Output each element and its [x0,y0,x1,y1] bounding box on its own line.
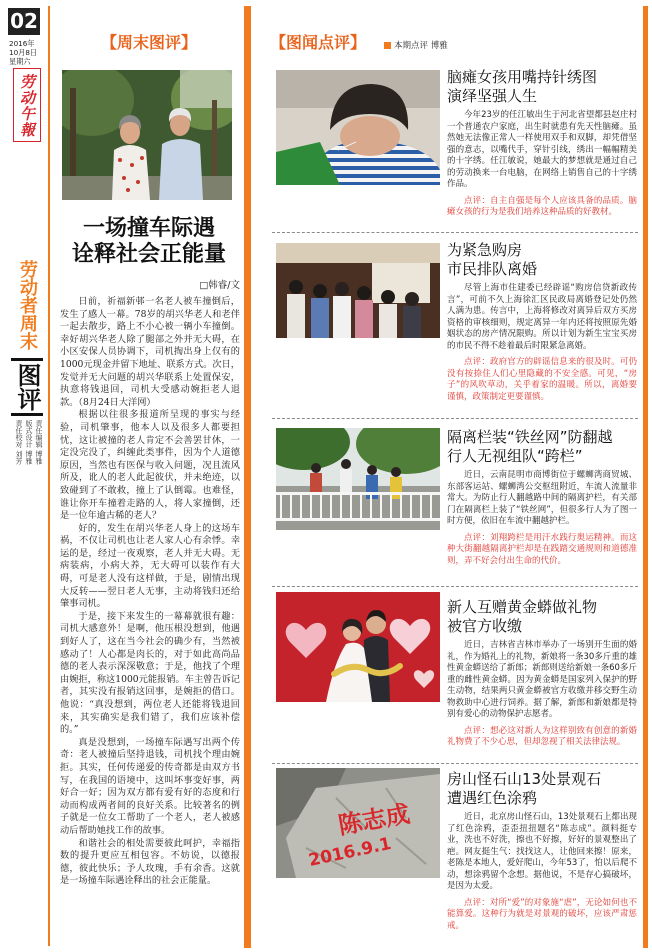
ceiling [276,243,440,263]
dotted-divider [272,418,638,419]
news-title [447,241,637,279]
center-orange-rule [244,6,251,948]
bright-window [372,263,430,303]
divorce-queue-photo [276,243,440,338]
graffiti-date: 2016.9.1 [306,833,394,871]
article-paragraph: 日前，祈福新邨一名老人被车撞倒后，发生了感人一幕。78岁的胡兴华老人和老伴一起去散步，路上不小心被一辆小车撞倒。幸好胡兴华老人除了腿部之外并无大碍，在小区安保人员协调下，司机掏出身上仅有的1000元现金并留下地址、联系方式。次日，发觉并无大问题的胡兴华联系上处置保安，执意将钱退回，司机大受感动婉拒老人退款。（8月24日大洋网） [60,296,240,408]
sky-patch [180,70,232,108]
railing-crossing-photo [276,428,440,530]
news-photo [276,768,440,878]
article-paragraph: 和谐社会的相处需要彼此呵护，幸福指数的提升更应互相包容。不妨说，以德报德，彼此快乐；予人玫瑰，手有余香。这就是一场撞车际遇诠释出的社会正能量。 [60,837,240,887]
face [340,116,400,156]
news-comment: 点评：刘翔跨栏是用汗水践行奥运精神。而这种大街翻越隔离护栏却是在践踏交通规则和道德准则，弄不好会付出生命的代价。 [447,532,637,566]
article-paragraph: 根据以往很多报道所呈现的事实与经验，司机肇事，他本人以及很多人都要担忧，这让被撞的老人肯定不会善罢甘休，一定没完没了，纠缠此类事件，因为个人道德原因，当然也有医保与收入问题，况且流风所及，讹人的老人此起彼伏，并未绝迹，以致碰到了不敢救，撞上了认倒霉。也难怪，谁让你开车撞着走路的人，将人家撞倒，还是一位年逾古稀的老人？ [60,409,240,522]
feature-headline [54,216,244,268]
article-paragraph: 真是没想到，一场撞车际遇写出两个传奇：老人被撞后坚持退钱，司机找个理由婉拒。其实，任何传递爱的传奇都是由双方书写，在我国的语境中，这叫坏事变好事，两好合一好；因为双方都有爱有好的态度和行动而构成两者间的良好关系。比较著名的例子就是一位女工帮助了一个老人，老人被感动后帮助她找工作的故事。 [60,736,240,836]
section-title: 劳动者周末 [17,260,38,350]
subsection-title: 图评 [11,358,43,416]
news-body: 尽管上海市住建委已经辟谣“购房信贷新政传言”，可前不久上海徐汇区民政局离婚登记处仍然人满为患。传言中，上海将修改对离异后双方买房资格的审核细则，规定离异一年内还将按照原先婚姻状态的房产情况限购。所以计划为新生宝宝买房的市民不得不趁着最后时限紧急离婚。 [447,283,637,351]
elderly-couple-photo [62,70,232,200]
article-paragraph: 好的，发生在胡兴华老人身上的这场车祸，不仅让司机也让老人家人心有余悸。幸运的是，经过一夜观察，老人并无大碍。无病装病，小病大养，无大碍可以装作有大碍，可是老人没有这样做，于是，剧情出现大反转——翌日老人无事，主动将钱归还给肇事司机。 [60,522,240,610]
news-title-line: 市民排队离婚 [447,260,538,278]
page-number: 02 [8,8,40,35]
news-body: 近日，吉林省吉林市举办了一场别开生面的婚礼，作为婚礼上的礼物，新娘将一条30多斤重的雄性黄金蟒送给了新郎；新郎则送给新娘一条60多斤重的雌性黄金蟒。因为黄金蟒是国家列入保护的野生动物，结果两只黄金蟒被官方收缴并移交野生动物救助中心进行饲养。据了解，新郎和新娘都是特别有爱心的动物保护志愿者。 [447,640,637,719]
news-title-line: 房山怪石山13处景观石 [447,770,602,788]
news-text [447,241,637,403]
dotted-divider [272,232,638,233]
news-title [447,68,637,106]
article-paragraph: 于是，接下来发生的一幕幕就很有趣：司机大感意外！是啊，他压根没想到，他遇到好人了，这在当今社会的确少有，当然被感动了！人心都是肉长的，对于如此高尚品德的老人表示深深敬意；于是，他找了个理由婉拒，称这1000元能报销。车主曾告诉记者，其实没有报销这回事，是婉拒的借口。他说：“真没想到，两位老人还能将钱退回来，其实确实是我们错了，我们应该补偿的。” [60,610,240,736]
left-orange-rule [48,6,50,946]
headline-line: 诠释社会正能量 [71,242,226,267]
credit-line: 责任校对 刘芳 [15,420,23,465]
news-comment: 点评：想必这对新人为这样别致有创意的新婚礼物费了不少心思，但却忽视了相关法律法规。 [447,725,637,747]
dotted-divider [272,586,638,587]
news-title-line: 行人无视组队“跨栏” [447,447,583,465]
editor-note [384,41,448,52]
news-photo [276,428,440,530]
news-photo [276,592,440,702]
news-body: 近日，北京房山怪石山，13处景观石上都出现了红色涂鸦，歪歪扭扭题名“陈志成”。颜料挺专业，洗也不好洗，擦也不好擦，好好的景观整出了疤。网友挺生气：找找这人，让他回来擦！原来，老陈是本地人，爱好爬山，今年53了，怕以后爬不动，想涂鸦留个念想。据他说，不是存心搞破坏，是因为太爱。 [447,812,637,891]
byline: □韩睿/文 [199,280,240,291]
right-orange-rule [643,6,648,948]
news-photo [276,70,440,185]
feature-article-body [60,296,240,888]
date-year: 2016年 [9,39,35,48]
news-title-line: 为紧急购房 [447,241,523,259]
tree-trunk [70,88,76,180]
square-bullet-icon [384,42,391,49]
news-title-line: 被官方收缴 [447,617,523,635]
news-title-line: 演绎坚强人生 [447,87,538,105]
headline-line: 一场撞车际遇 [82,216,215,241]
graffiti-rock-photo [276,768,440,878]
news-title [447,770,637,808]
news-comment: 点评：自主自强是每个人应该具备的品质。脑瘫女孩的行为是我们培养这种品质的好教材。 [447,195,637,217]
feature-photo [62,70,232,200]
news-text [447,68,637,219]
wedding-python-photo [276,592,440,702]
news-body: 近日，云南昆明市商博街位于螺蛳湾商贸城、东部客运站、螺蛳湾公交枢纽附近，车流人流量非常大。为防止行人翻越路中间的隔离护栏，有关部门在隔离栏上装了“铁丝网”，但很多行人为了图一时方便，依旧在车流中翻越护栏。 [447,470,637,526]
dotted-divider [272,763,638,764]
news-title-line: 脑瘫女孩用嘴持针绣图 [447,68,598,86]
news-text [447,770,637,932]
news-title [447,598,637,636]
feature-column-header: 【周末图评】 [100,33,197,52]
staff-credits [12,420,44,464]
news-title-line: 遭遇红色涂鸦 [447,789,538,807]
news-comment: 点评：对所“爱”的对象施“虐”，无论如何也不能算爱。这种行为就是对景观的破坏，应该严肃惩戒。 [447,897,637,931]
news-title-line: 新人互赠黄金蟒做礼物 [447,598,598,616]
news-comment: 点评：政府官方的辟谣信息来的很及时。可仍没有按捺住人们心里隐藏的不安全感。可见，“房子”的风吹草动，关乎着家的温暖。所以，离婚要谨慎，政策制定更要谨慎。 [447,357,637,402]
news-text [447,428,637,567]
credit-line: 版式设计 博雅 [25,420,33,465]
news-body: 今年23岁的任江敏出生于河北省望都县赵庄村一个普通农户家庭，出生时就患有先天性脑瘫。虽然她无法像正常人一样使用双手和双脚，却凭借坚强的意志，以嘴代手，穿针引线，绣出一幅幅精美的十字绣。任江敏说，她最大的梦想就是通过自己的劳动换来一台电脑，在网络上销售自己的十字绣作品。 [447,110,637,189]
news-title-line: 隔离栏装“铁丝网”防翻越 [447,428,613,446]
date-day: 10月8日 [9,48,38,57]
news-photo [276,243,440,338]
credit-line: 责任编辑 博雅 [35,420,43,465]
masthead-logo: 劳动午報 [13,68,41,142]
graffiti-name: 陈志成 [336,799,412,840]
tree-trunk [212,100,217,180]
date-weekday: 星期六 [9,57,31,66]
news-title [447,428,637,466]
news-text [447,598,637,749]
embroidery-girl-photo [276,70,440,185]
news-column-header: 【图闻点评】 [270,33,367,52]
editor-note-text: 本期点评 博雅 [394,41,448,51]
dateline [9,39,47,66]
